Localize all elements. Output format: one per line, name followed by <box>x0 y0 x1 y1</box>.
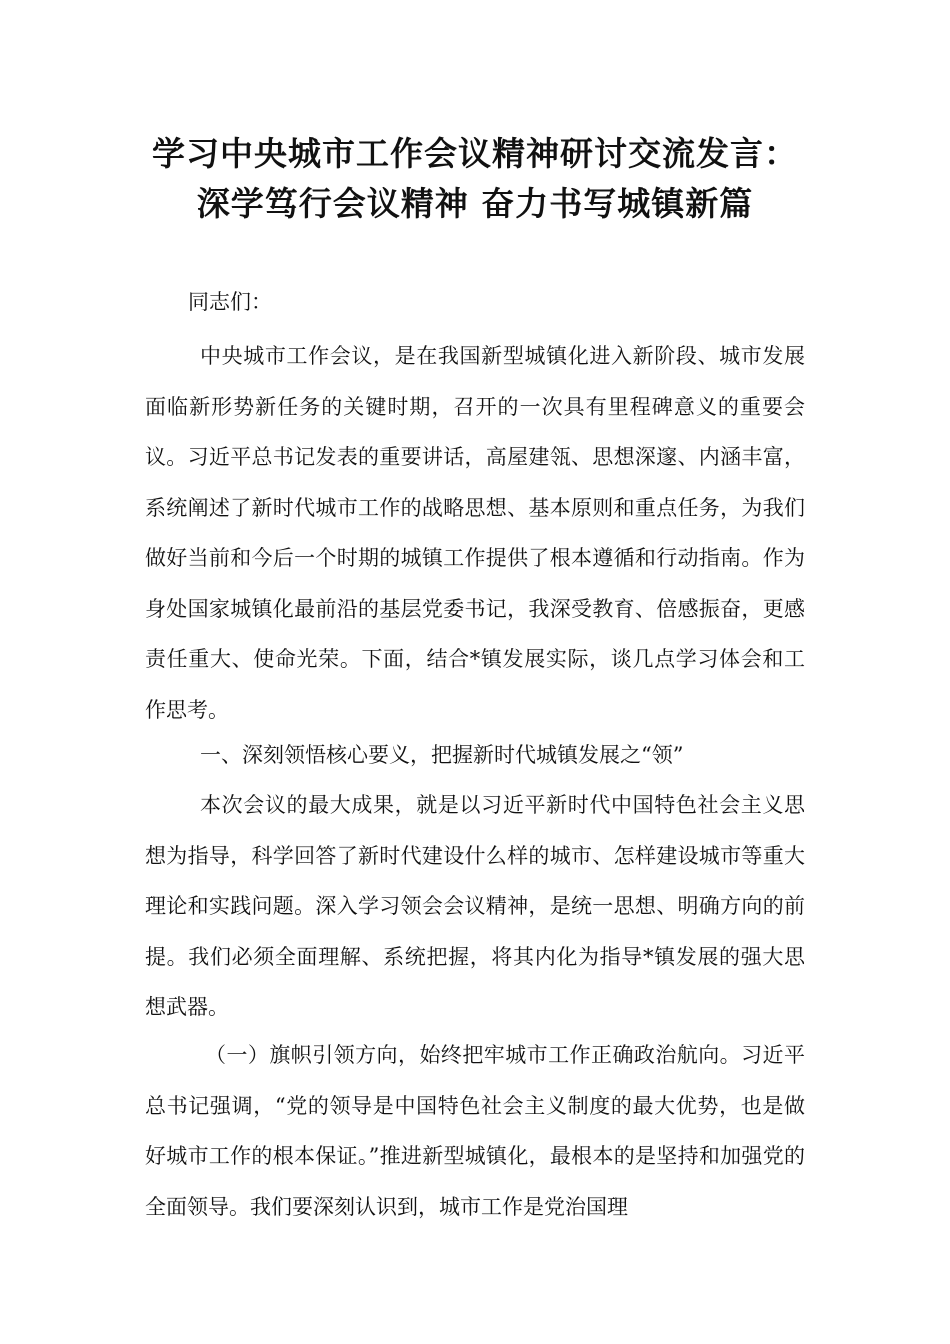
document-title-line-1: 学习中央城市工作会议精神研讨交流发言： <box>152 134 798 173</box>
paragraph-section-1: 本次会议的最大成果，就是以习近平新时代中国特色社会主义思想为指导，科学回答了新时代建设什么样的城市、怎样建设城市等重大理论和实践问题。深入学习领会会议精神，是统一思想、明确方向的前提。我们必须全面理解、系统把握，将其内化为指导*镇发展的强大思想武器。 <box>145 793 805 1019</box>
paragraph-intro: 中央城市工作会议，是在我国新型城镇化进入新阶段、城市发展面临新形势新任务的关键时期，召开的一次具有里程碑意义的重要会议。习近平总书记发表的重要讲话，高屋建瓴、思想深邃、内涵丰富，系统阐述了新时代城市工作的战略思想、基本原则和重点任务，为我们做好当前和今后一个时期的城镇工作提供了根本遵循和行动指南。作为身处国家城镇化最前沿的基层党委书记，我深受教育、倍感振奋，更感责任重大、使命光荣。下面，结合*镇发展实际，谈几点学习体会和工作思考。 <box>145 344 805 722</box>
paragraph-subsection-1: （一）旗帜引领方向，始终把牢城市工作正确政治航向。习近平总书记强调，“党的领导是中国特色社会主义制度的最大优势，也是做好城市工作的根本保证。”推进新型城镇化，最根本的是坚持和加强党的全面领导。我们要深刻认识到，城市工作是党治国理 <box>145 1043 805 1219</box>
greeting: 同志们： <box>188 290 272 314</box>
section-heading-1: 一、深刻领悟核心要义，把握新时代城镇发展之“领” <box>200 743 684 767</box>
document-title-line-2: 深学笃行会议精神 奋力书写城镇新篇 <box>196 184 754 223</box>
